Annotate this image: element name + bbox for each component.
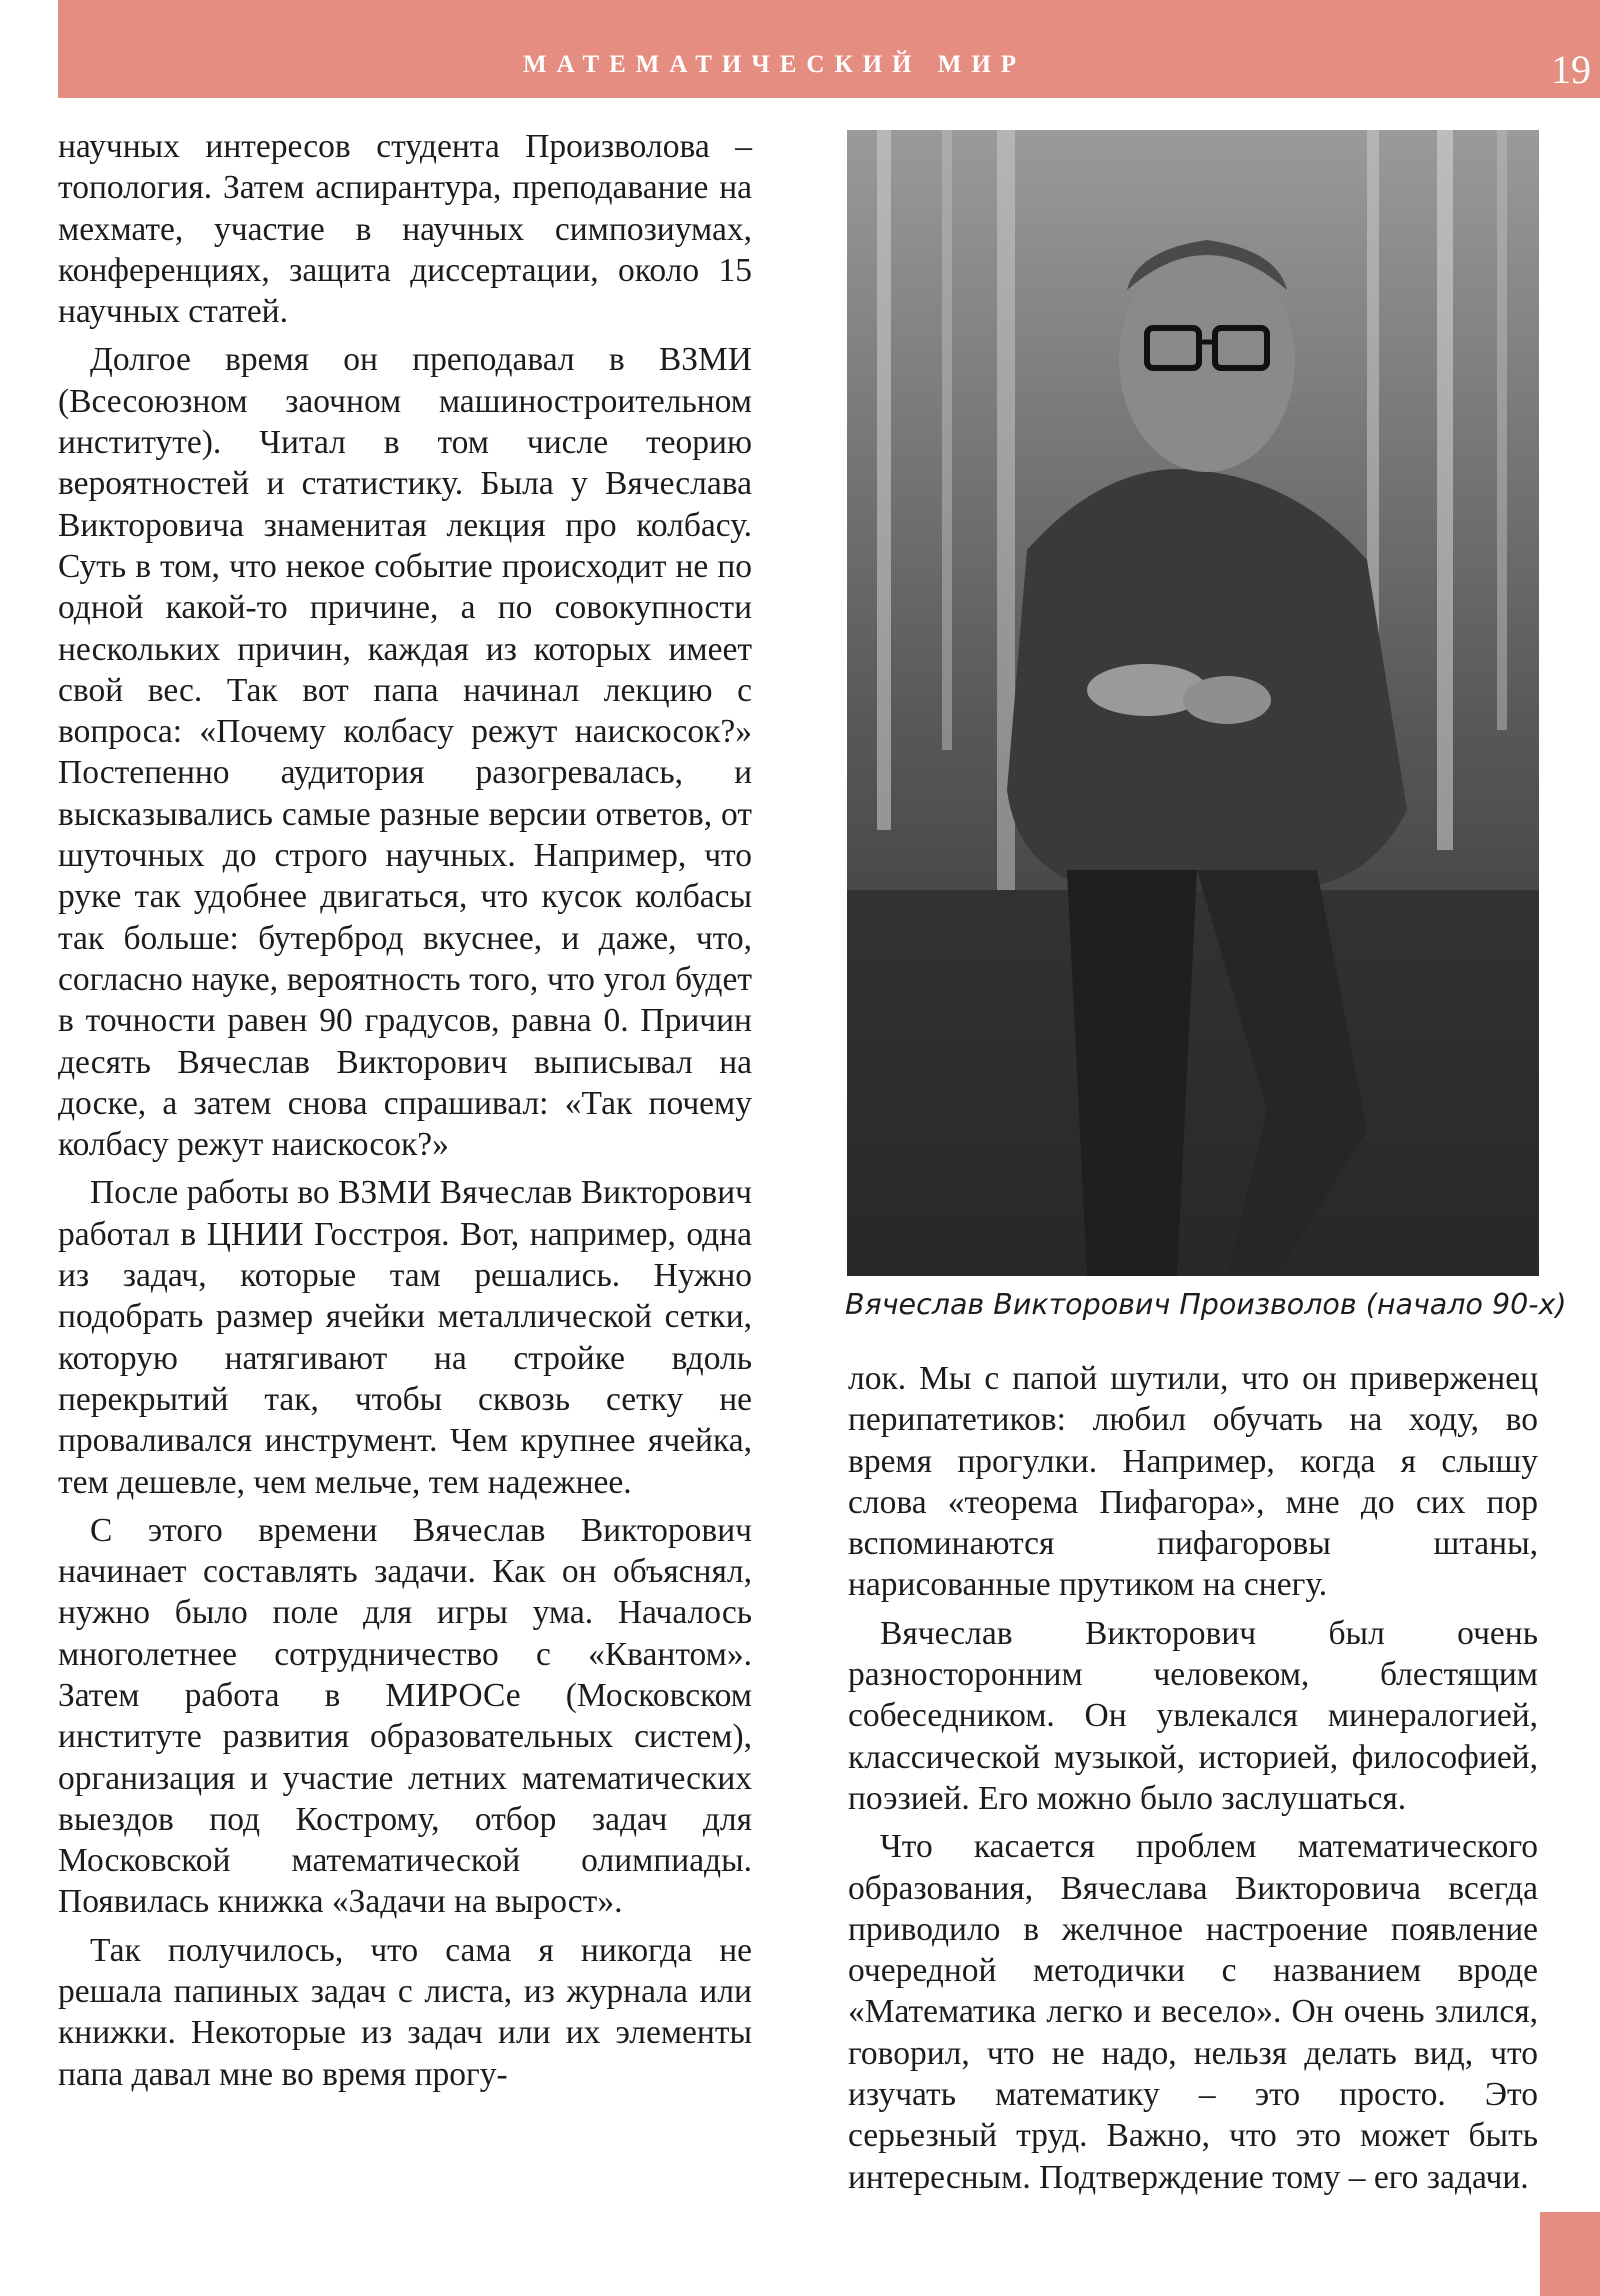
paragraph: лок. Мы с папой шутили, что он приверженец перипатетиков: любил обучать на ходу, во время прогулки. Например, когда я слышу слова «теорема Пифагора», мне до сих пор вспоминаются пифагоровы штаны, нарисованные прутиком на снегу.	[848, 1360, 1538, 1604]
paragraph: С этого времени Вячеслав Викторович начинает составлять задачи. Как он объяснял, нужно было поле для игры ума. Началось многолетнее сотрудничество с «Квантом». Затем работа в МИРОСе (Московском институте развития образовательных систем), организация и участие летних математических выездов под Кострому, отбор задач для Московской математической олимпиады. Появилась книжка «Задачи на вырост».	[58, 1511, 752, 1921]
paragraph: Что касается проблем математического образования, Вячеслава Викторовича всегда приводило в желчное настроение появление очередной методички с названием вроде «Математика легко и весело». Он очень злился, говорил, что не надо, нельзя делать вид, что изучать математику – это просто. Это серьезный труд. Важно, что это может быть интересным. Подтверждение тому – его задачи.	[848, 1828, 1538, 2196]
paragraph: Долгое время он преподавал в ВЗМИ (Всесоюзном заочном машиностроительном институте). Читал в том числе теорию вероятностей и статистику. Была у Вячеслава Викторовича знаменитая лекция про колбасу. Суть в том, что некое событие происходит не по одной какой-то причине, а по совокупности нескольких причин, каждая из которых имеет свой вес. Так вот папа начинал лекцию с вопроса: «Почему колбасу режут наискосок?» Постепенно аудитория разогревалась, и высказывались самые разные версии ответов, от шуточных до строго научных. Например, что руке так удобнее двигаться, что кусок колбасы так больше: бутерброд вкуснее, и даже, что, согласно науке, вероятность того, что угол будет в точности равен 90 градусов, равна 0. Причин десять Вячеслав Викторович выписывал на доске, а затем снова спрашивал: «Так почему колбасу режут наискосок?»	[58, 341, 752, 1164]
section-title: МАТЕМАТИЧЕСКИЙ МИР	[523, 51, 1027, 78]
page-header	[58, 0, 1600, 98]
paragraph: научных интересов студента Произволова – топология. Затем аспирантура, преподавание на мехмате, участие в научных симпозиумах, конференциях, защита диссертации, около 15 научных статей.	[58, 128, 752, 331]
page-number: 19	[1551, 47, 1591, 92]
right-column	[848, 1358, 1538, 2198]
photo-illustration	[847, 130, 1539, 1276]
corner-decoration	[1540, 2212, 1600, 2296]
paragraph: После работы во ВЗМИ Вячеслав Викторович работал в ЦНИИ Госстроя. Вот, например, одна из задач, которые там решались. Нужно подобрать размер ячейки металлической сетки, которую натягивают на стройке вдоль перекрытий так, чтобы сквозь сетку не проваливался инструмент. Чем крупнее ячейка, тем дешевле, чем мельче, тем надежнее.	[58, 1174, 752, 1501]
portrait-photo	[847, 130, 1539, 1276]
paragraph: Так получилось, что сама я никогда не решала папиных задач с листа, из журнала или книжки. Некоторые из задач или их элементы папа давал мне во время прогу-	[58, 1931, 752, 2093]
photo-caption: Вячеслав Викторович Произволов (начало 90-х)	[845, 1288, 1567, 1321]
left-column	[58, 126, 752, 2095]
paragraph: Вячеслав Викторович был очень разносторонним человеком, блестящим собеседником. Он увлекался минералогией, классической музыкой, историей, философией, поэзией. Его можно было заслушаться.	[848, 1614, 1538, 1817]
